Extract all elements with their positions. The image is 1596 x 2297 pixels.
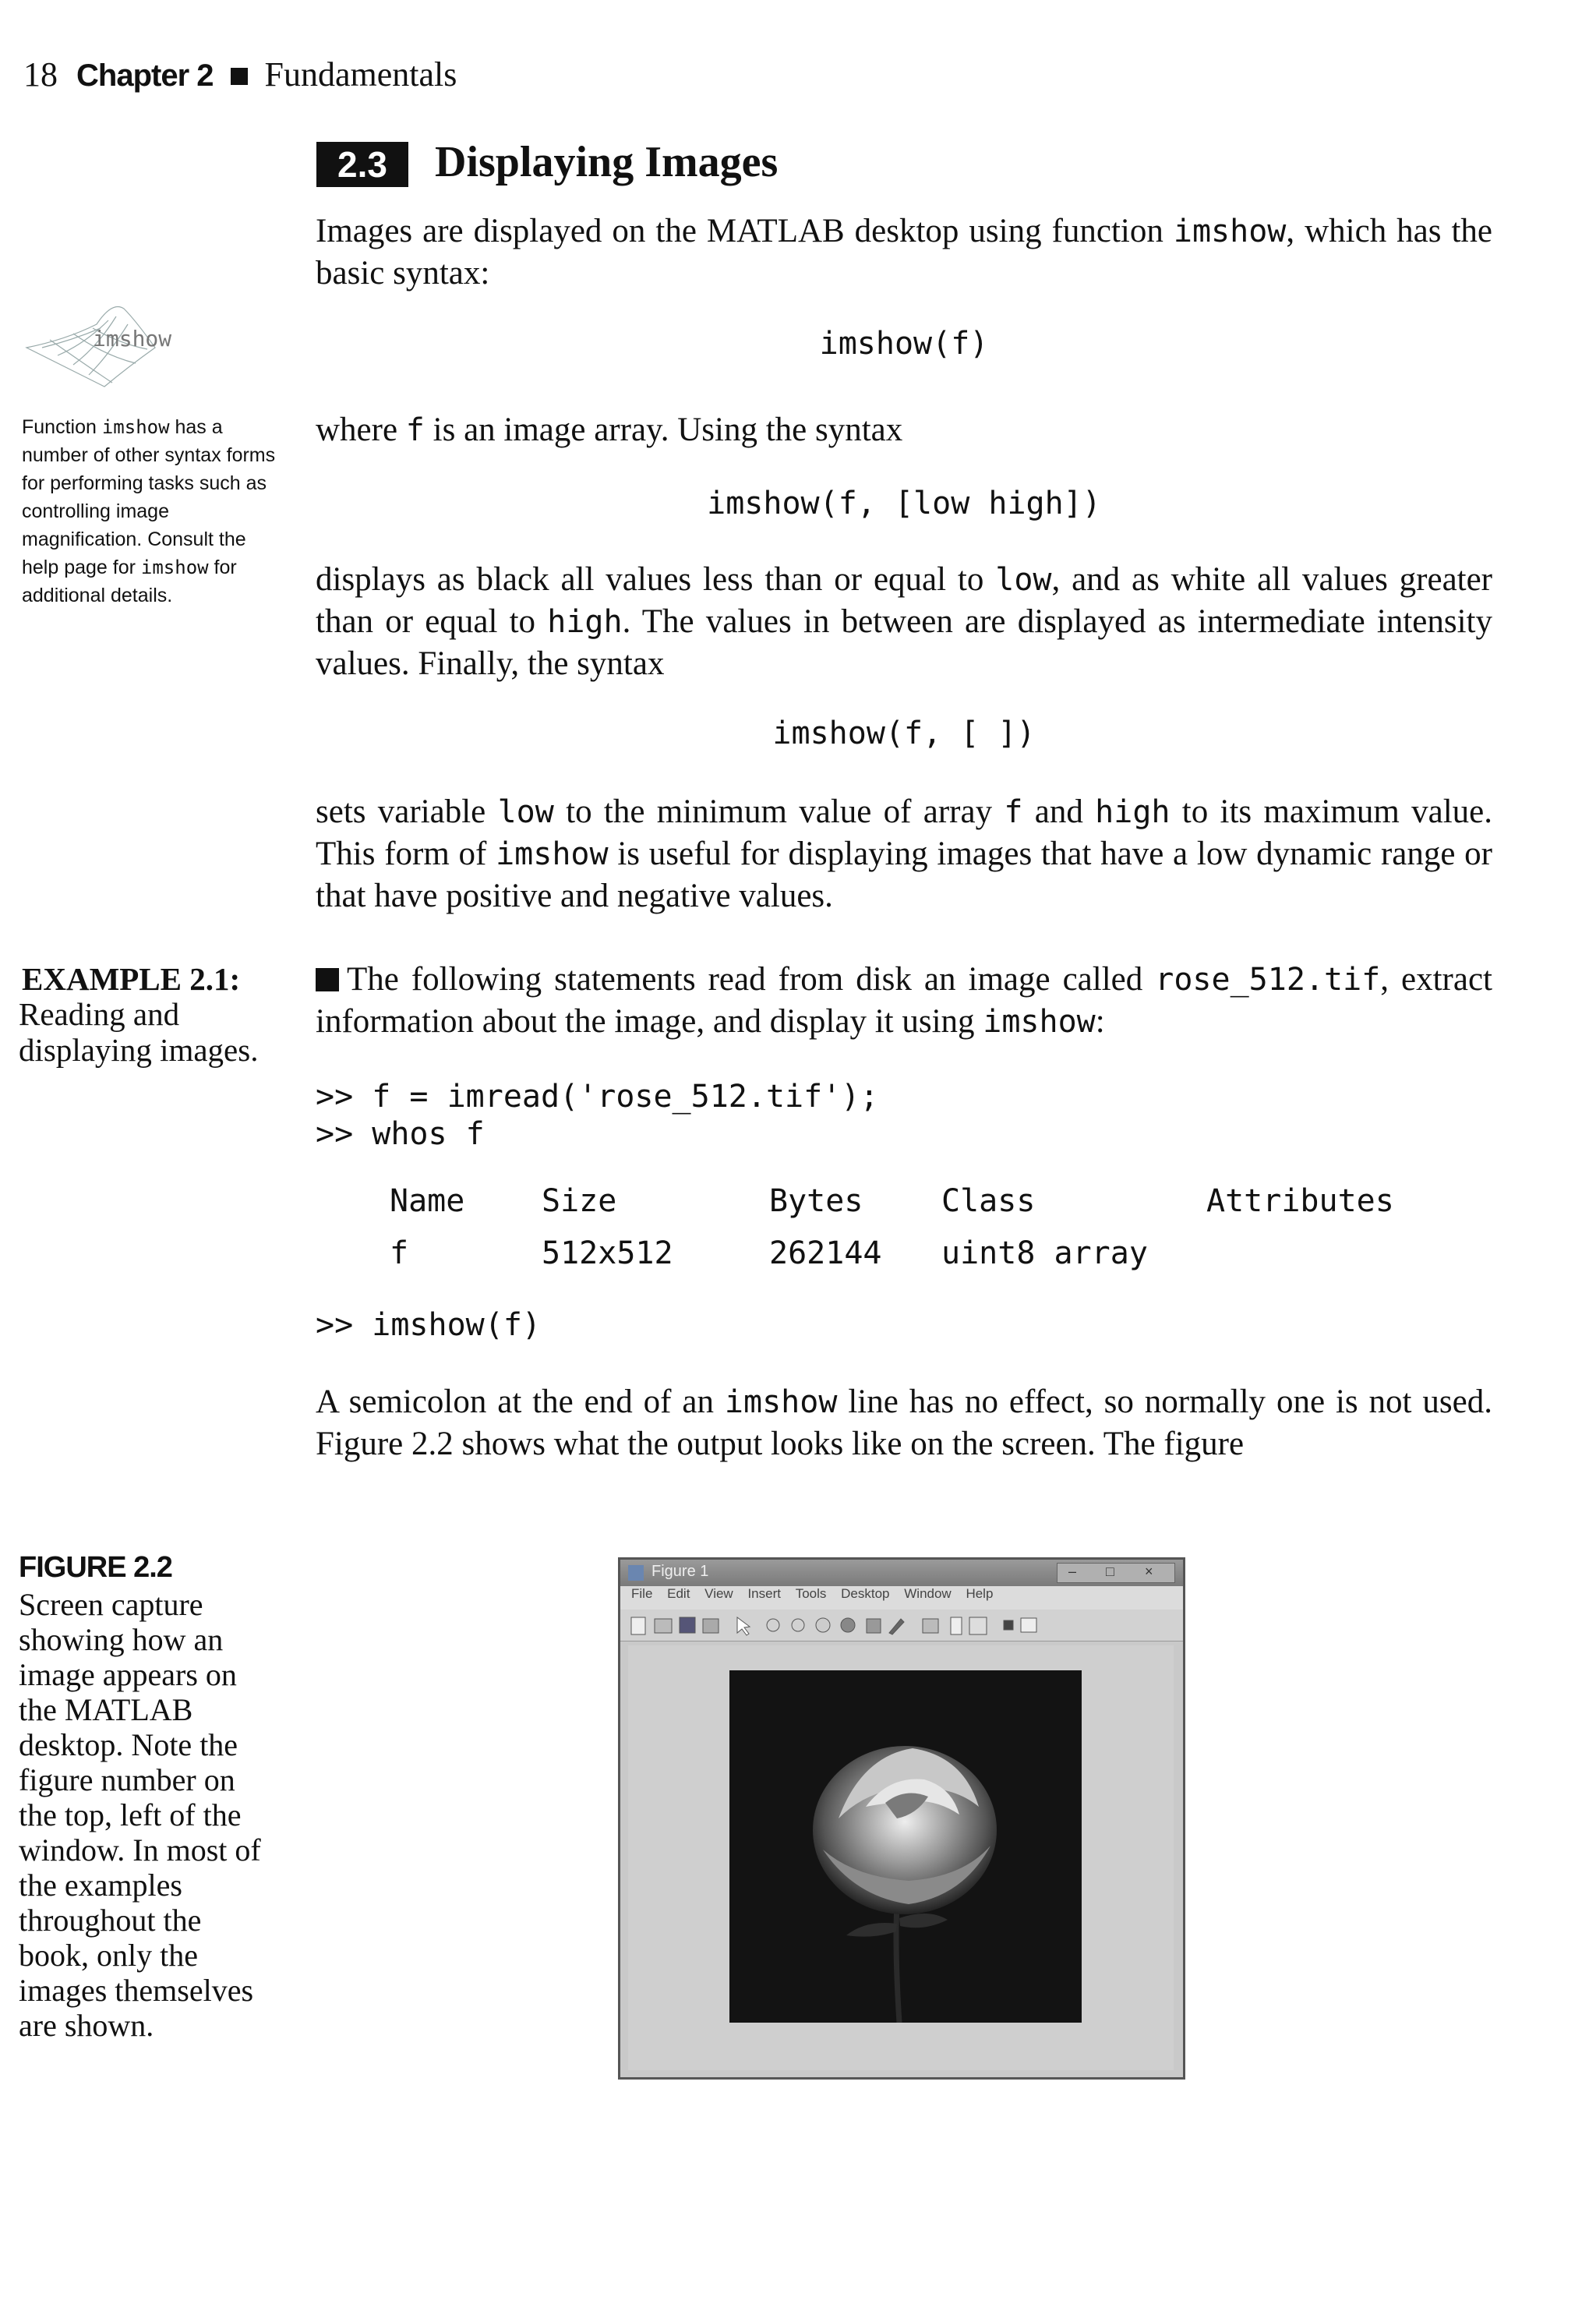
figure-caption: Screen capture showing how an image appears on the MATLAB desktop. Note the figure number on the top, left of the window. In most of the examples throughout the book, only the images themselves are shown. <box>19 1587 261 2043</box>
example-heading: EXAMPLE 2.1: <box>22 961 241 997</box>
command-imread: >> f = imread('rose_512.tif'); <box>316 1079 879 1115</box>
header-square-bullet <box>231 68 248 85</box>
colorbar-icon[interactable] <box>951 1617 962 1634</box>
whos-cell-bytes: 262144 <box>769 1235 882 1271</box>
margin-note: Function imshow has a number of other syntax forms for performing tasks such as controlling image magnification. Consult the help page for imshow for additional details. <box>22 416 276 606</box>
chapter-label: Chapter 2 <box>76 58 214 93</box>
whos-cell-size: 512x512 <box>542 1235 673 1271</box>
pan-icon[interactable] <box>816 1618 830 1632</box>
legend-icon[interactable] <box>969 1617 987 1634</box>
brush-icon[interactable] <box>889 1619 904 1634</box>
zoom-out-icon[interactable] <box>792 1619 804 1631</box>
whos-header-attributes: Attributes <box>1206 1183 1394 1219</box>
menu-insert[interactable]: Insert <box>747 1586 781 1601</box>
data-cursor-icon[interactable] <box>867 1619 881 1633</box>
header-title: Fundamentals <box>264 55 457 94</box>
code-imshow-empty: imshow(f, [ ]) <box>772 716 1036 751</box>
zoom-in-icon[interactable] <box>767 1619 779 1631</box>
pointer-icon[interactable] <box>737 1617 750 1635</box>
close-icon[interactable]: × <box>1145 1564 1153 1579</box>
open-file-icon[interactable] <box>655 1619 672 1633</box>
toolbar-icons <box>620 1610 1183 1641</box>
menu-tools[interactable]: Tools <box>795 1586 827 1601</box>
rose-image-graphic <box>729 1670 1082 2023</box>
figure-menu-bar <box>620 1586 1183 1610</box>
paragraph-semicolon: A semicolon at the end of an imshow line has no effect, so normally one is not used. Figure 2.2 shows what the output looks like on the screen. The figure <box>316 1384 1492 1462</box>
matlab-logo-icon <box>628 1565 644 1581</box>
figure-canvas <box>628 1645 1174 2070</box>
paragraph-minmax: sets variable low to the minimum value of array f and high to its maximum value. This form of imshow is useful for displaying images that have a low dynamic range or that have positive and negative values. <box>316 793 1492 914</box>
whos-cell-class: uint8 array <box>941 1235 1148 1271</box>
command-whos: >> whos f <box>316 1116 485 1152</box>
rotate-3d-icon[interactable] <box>841 1618 855 1632</box>
menu-file[interactable]: File <box>631 1586 653 1601</box>
example-square-bullet <box>316 968 339 991</box>
menu-edit[interactable]: Edit <box>667 1586 690 1601</box>
imshow-surface-icon <box>19 293 198 402</box>
paragraph-intro: Images are displayed on the MATLAB desktop using function imshow, which has the basic syntax: <box>316 213 1493 292</box>
whos-header-bytes: Bytes <box>769 1183 863 1219</box>
save-icon[interactable] <box>680 1617 695 1633</box>
window-controls <box>1057 1563 1175 1583</box>
imshow-icon-label: imshow <box>93 326 172 352</box>
paragraph-lowhigh: displays as black all values less than or equal to low, and as white all values greater than or equal to high. The values in between are displayed as intermediate intensity values. Finally, the syntax <box>316 561 1492 682</box>
running-header <box>23 55 457 94</box>
new-figure-icon[interactable] <box>631 1617 645 1634</box>
command-imshow: >> imshow(f) <box>316 1307 541 1343</box>
whos-header-size: Size <box>542 1183 617 1219</box>
page-number: 18 <box>23 55 58 94</box>
figure-toolbar <box>620 1610 1183 1641</box>
print-icon[interactable] <box>703 1619 719 1633</box>
rose-image <box>729 1670 1082 2023</box>
menu-view[interactable]: View <box>704 1586 733 1601</box>
menu-desktop[interactable]: Desktop <box>841 1586 890 1601</box>
maximize-icon[interactable]: □ <box>1106 1564 1114 1579</box>
whos-header-class: Class <box>941 1183 1036 1219</box>
link-plot-icon[interactable] <box>923 1619 938 1633</box>
minimize-icon[interactable]: – <box>1068 1564 1077 1579</box>
section-number-badge: 2.3 <box>316 142 408 187</box>
paragraph-example: The following statements read from disk an image called rose_512.tif, extract information about the image, and display it using imshow: <box>316 961 1492 1040</box>
paragraph-array: where f is an image array. Using the syntax <box>316 412 903 448</box>
whos-header-name: Name <box>390 1183 465 1219</box>
hide-tools-icon[interactable] <box>1004 1620 1013 1630</box>
figure-heading: FIGURE 2.2 <box>19 1551 172 1584</box>
code-imshow-basic: imshow(f) <box>819 326 989 362</box>
figure-window-title: Figure 1 <box>651 1563 709 1580</box>
matlab-figure-window <box>618 1557 1185 2080</box>
example-subtitle: Reading and displaying images. <box>19 996 259 1068</box>
code-imshow-lowhigh: imshow(f, [low high]) <box>707 486 1101 521</box>
menu-window[interactable]: Window <box>904 1586 952 1601</box>
whos-cell-name: f <box>390 1235 409 1271</box>
menu-help[interactable]: Help <box>966 1586 994 1601</box>
figure-title-bar <box>620 1560 1183 1586</box>
show-tools-icon[interactable] <box>1021 1618 1036 1632</box>
section-title: Displaying Images <box>435 138 779 186</box>
